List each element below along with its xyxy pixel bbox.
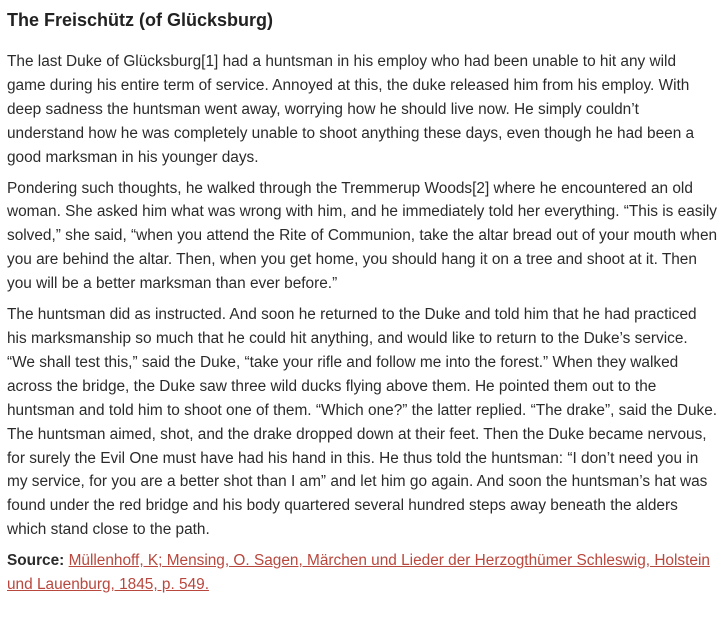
source-citation: [7, 549, 718, 597]
paragraph-1: The last Duke of Glücksburg[1] had a huntsman in his employ who had been unable to hit any wild game during his entire term of service. Annoyed at this, the duke released him from his employ. With deep sadness the huntsman went away, worrying how he should live now. He simply couldn’t understand how he was completely unable to shoot anything these days, even though he had been a good marksman in his younger days.: [7, 53, 695, 166]
source-label: Source:: [7, 552, 65, 570]
paragraph-3: The huntsman did as instructed. And soon he returned to the Duke and told him that he had practiced his marksmanship so much that he could hit anything, and would like to return to the Duke’s service. “We shall test this,” said the Duke, “take your rifle and follow me into the forest.” When they walked across the bridge, the Duke saw three wild ducks flying above them. He pointed them out to the huntsman and told him to shoot one of them. “Which one?” the latter replied. “The drake”, said the Duke. The huntsman aimed, shot, and the drake dropped down at their feet. Then the Duke became nervous, for surely the Evil One must have had his hand in this. He thus told the huntsman: “I don’t need you in my service, for you are a better shot than I am” and let him go again. And soon the huntsman’s hat was found under the red bridge and his body quartered several hundred steps away beneath the alders which stand close to the path.: [7, 306, 718, 539]
page-title: The Freischütz (of Glücksburg): [7, 10, 274, 30]
source-link[interactable]: Müllenhoff, K; Mensing, O. Sagen, Märchen und Lieder der Herzogthümer Schleswig, Holstein und Lauenburg, 1845, p. 549.: [7, 552, 710, 594]
paragraph-2: Pondering such thoughts, he walked through the Tremmerup Woods[2] where he encountered an old woman. She asked him what was wrong with him, and he immediately told her everything. “This is easily solved,” she said, “when you attend the Rite of Communion, take the altar bread out of your mouth when you are behind the altar. Then, when you get home, you should hang it on a tree and shoot at it. Then you will be a better marksman than ever before.”: [7, 179, 718, 293]
